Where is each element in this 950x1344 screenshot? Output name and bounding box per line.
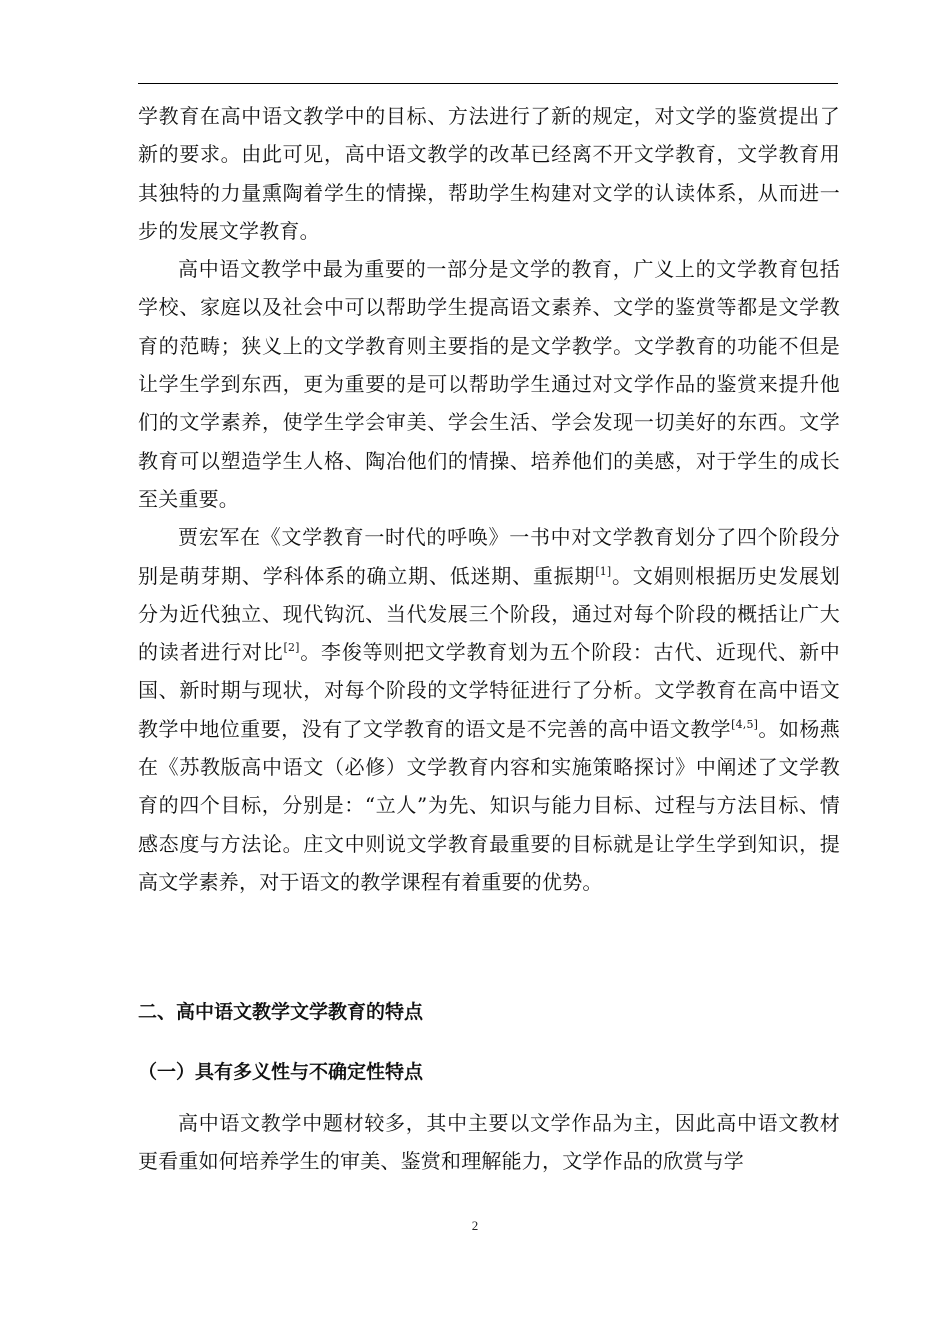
body-text <box>138 97 840 901</box>
header-rule <box>138 83 838 84</box>
paragraph-3 <box>138 518 840 901</box>
section-heading: 二、高中语文教学文学教育的特点 <box>138 1001 424 1023</box>
citation-superscript: [4,5] <box>731 717 759 731</box>
subsection-heading: （一）具有多义性与不确定性特点 <box>138 1061 424 1083</box>
body-text-continued <box>138 1104 840 1181</box>
paragraph-4: 高中语文教学中题材较多，其中主要以文学作品为主，因此高中语文教材更看重如何培养学生的审美、鉴赏和理解能力，文学作品的欣赏与学 <box>138 1111 840 1174</box>
page-number: 2 <box>471 1218 479 1233</box>
paragraph-2 <box>138 250 840 518</box>
text-run: 贾宏军在《文学教育一时代的呼唤》一书中对文学教育划分了四个阶段分别是萌芽期、学科体系的确立期、低迷期、重振期 <box>138 525 840 588</box>
citation-superscript: [1] <box>595 564 612 578</box>
text-run: 。文娟则根据历史发展划分为近代独立、现代钩沉、当代发展三个阶段，通过对每个阶段的概括让广大的读者进行对比 <box>138 563 840 665</box>
text-run: 。如杨燕在《苏教版高中语文（必修）文学教育内容和实施策略探讨》中阐述了文学教育的四个目标，分别是：“立人”为先、知识与能力目标、过程与方法目标、情感态度与方法论。庄文中则说文学教育最重要的目标就是让学生学到知识，提高文学素养，对于语文的教学课程有着重要的优势。 <box>138 716 840 894</box>
text-run: 高中语文教学中最为重要的一部分是文学的教育，广义上的文学教育包括学校、家庭以及社会中可以帮助学生提高语文素养、文学的鉴赏等都是文学教育的范畴；狭义上的文学教育则主要指的是文学教学。文学教育的功能不但是让学生学到东西，更为重要的是可以帮助学生通过对文学作品的鉴赏来提升他们的文学素养，使学生学会审美、学会生活、学会发现一切美好的东西。文学教育可以塑造学生人格、陶冶他们的情操、培养他们的美感，对于学生的成长至关重要。 <box>138 257 840 511</box>
paragraph-1 <box>138 97 840 250</box>
citation-superscript: [2] <box>283 641 300 655</box>
text-run: 。李俊等则把文学教育划为五个阶段：古代、近现代、新中国、新时期与现状，对每个阶段的文学特征进行了分析。文学教育在高中语文教学中地位重要，没有了文学教育的语文是不完善的高中语文教学 <box>138 640 841 741</box>
text-run: 学教育在高中语文教学中的目标、方法进行了新的规定，对文学的鉴赏提出了新的要求。由此可见，高中语文教学的改革已经离不开文学教育，文学教育用其独特的力量熏陶着学生的情操，帮助学生构建对文学的认读体系，从而进一步的发展文学教育。 <box>138 104 840 243</box>
